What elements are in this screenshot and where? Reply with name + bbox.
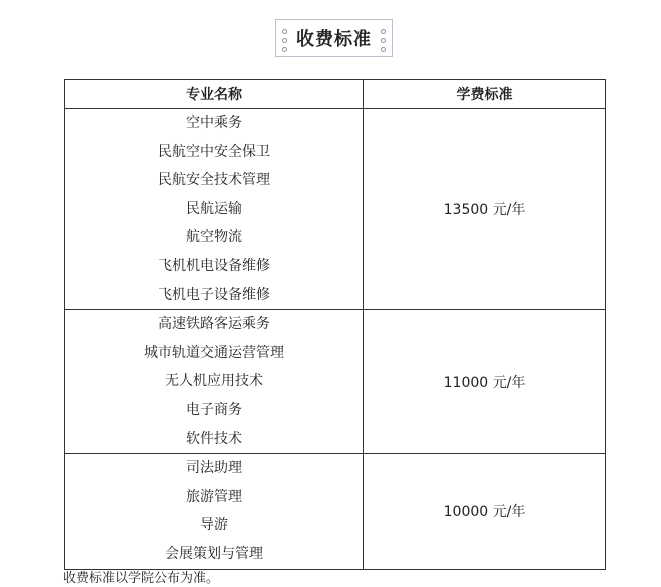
major-list-cell <box>65 454 364 569</box>
page-title-badge <box>275 19 393 57</box>
major-name: 城市轨道交通运营管理 <box>144 344 284 361</box>
header-major: 专业名称 <box>65 80 364 109</box>
table-header-row <box>65 80 606 109</box>
fee-cell: 13500 元/年 <box>364 109 606 310</box>
decorative-dots-icon <box>381 29 386 52</box>
major-list-cell <box>65 310 364 454</box>
major-name: 软件技术 <box>186 430 242 447</box>
footnote: 收费标准以学院公布为准。 <box>63 571 220 586</box>
major-name: 民航安全技术管理 <box>158 172 270 189</box>
major-name: 高速铁路客运乘务 <box>158 316 270 333</box>
fee-cell: 10000 元/年 <box>364 454 606 569</box>
major-name: 司法助理 <box>186 460 242 477</box>
major-name: 电子商务 <box>186 401 242 418</box>
major-name: 导游 <box>200 517 228 534</box>
major-name: 旅游管理 <box>186 488 242 505</box>
major-name: 民航运输 <box>186 200 242 217</box>
page-title: 收费标准 <box>296 29 372 50</box>
major-name: 民航空中安全保卫 <box>158 143 270 160</box>
major-name: 空中乘务 <box>186 115 242 131</box>
table-row <box>65 454 606 569</box>
major-name: 无人机应用技术 <box>165 373 263 390</box>
header-fee: 学费标准 <box>364 80 606 109</box>
major-name: 飞机机电设备维修 <box>158 257 270 274</box>
fee-cell: 11000 元/年 <box>364 310 606 454</box>
major-name: 航空物流 <box>186 229 242 246</box>
major-name: 飞机电子设备维修 <box>158 286 270 303</box>
major-list-cell <box>65 109 364 310</box>
table-row <box>65 310 606 454</box>
decorative-dots-icon <box>282 29 287 52</box>
major-name: 会展策划与管理 <box>165 545 263 562</box>
fee-table <box>64 79 606 570</box>
table-row <box>65 109 606 310</box>
